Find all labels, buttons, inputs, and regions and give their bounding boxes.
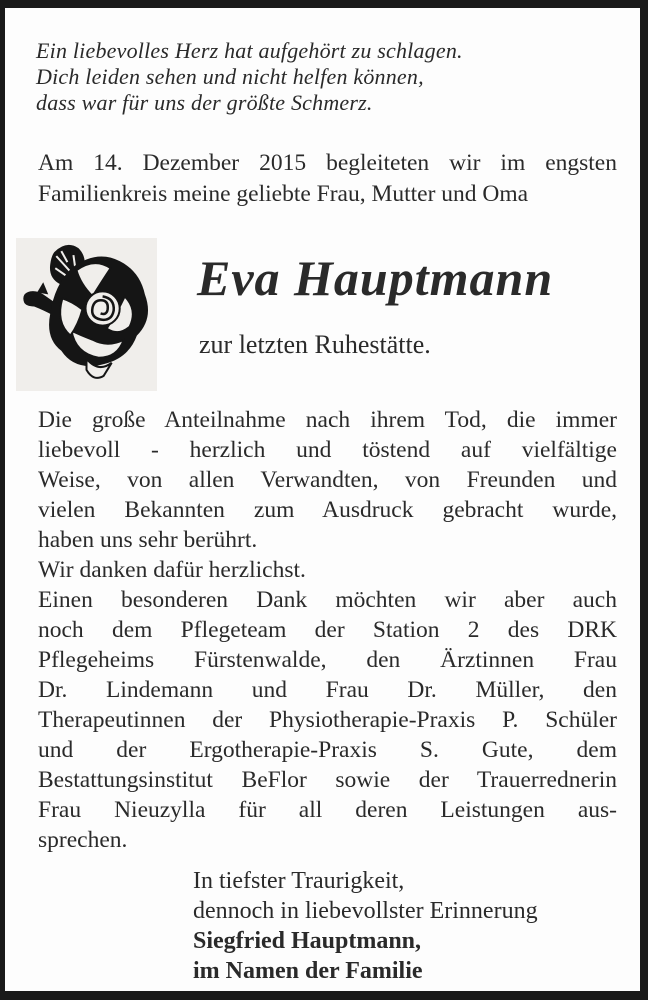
signature-line: Siegfried Hauptmann, [193, 928, 422, 954]
body-line: Pflegeheims Fürstenwalde, den Ärztinnen Frau [38, 647, 617, 673]
closing-lines [193, 866, 538, 926]
closing-line: dennoch in liebevollster Erinnerung [193, 898, 538, 924]
body-line: Die große Anteilnahme nach ihrem Tod, die immer [38, 407, 617, 433]
closing-block [193, 866, 538, 986]
body-line: Einen besonderen Dank möchten wir aber auch [38, 587, 617, 613]
body-line: Frau Nieuzylla für all deren Leistungen aus- [38, 797, 617, 823]
body-line: und der Ergotherapie-Praxis S. Gute, dem [38, 737, 617, 763]
signature-line: im Namen der Familie [193, 958, 423, 984]
body-line: noch dem Pflegeteam der Station 2 des DRK [38, 617, 617, 643]
body-line: Dr. Lindemann und Frau Dr. Müller, den [38, 677, 617, 703]
rose-icon [16, 238, 157, 391]
body-line: sprechen. [38, 827, 128, 853]
body-line: Therapeutinnen der Physiotherapie-Praxis P. Schüler [38, 707, 617, 733]
deceased-name: Eva Hauptmann [197, 250, 554, 306]
intro-paragraph [38, 148, 617, 210]
resting-place-line: zur letzten Ruhestätte. [199, 330, 431, 359]
poem-line: Ein liebevolles Herz hat aufgehört zu schlagen. [36, 38, 463, 63]
memorial-poem [36, 38, 463, 116]
body-line: haben uns sehr berührt. [38, 527, 258, 553]
body-line: Bestattungsinstitut BeFlor sowie der Trauerrednerin [38, 767, 617, 793]
body-line: Weise, von allen Verwandten, von Freunden und [38, 467, 617, 493]
poem-line: dass war für uns der größte Schmerz. [36, 90, 373, 115]
intro-line: Am 14. Dezember 2015 begleiteten wir im engsten [38, 150, 617, 176]
body-line: Wir danken dafür herzlichst. [38, 557, 306, 583]
body-line: liebevoll - herzlich und töstend auf vielfältige [38, 437, 617, 463]
closing-line: In tiefster Traurigkeit, [193, 868, 405, 894]
thanks-paragraph [38, 405, 617, 855]
intro-line: Familienkreis meine geliebte Frau, Mutter und Oma [38, 181, 529, 207]
poem-line: Dich leiden sehen und nicht helfen können, [36, 64, 424, 89]
signature-lines [193, 926, 538, 986]
body-line: vielen Bekannten zum Ausdruck gebracht wurde, [38, 497, 617, 523]
